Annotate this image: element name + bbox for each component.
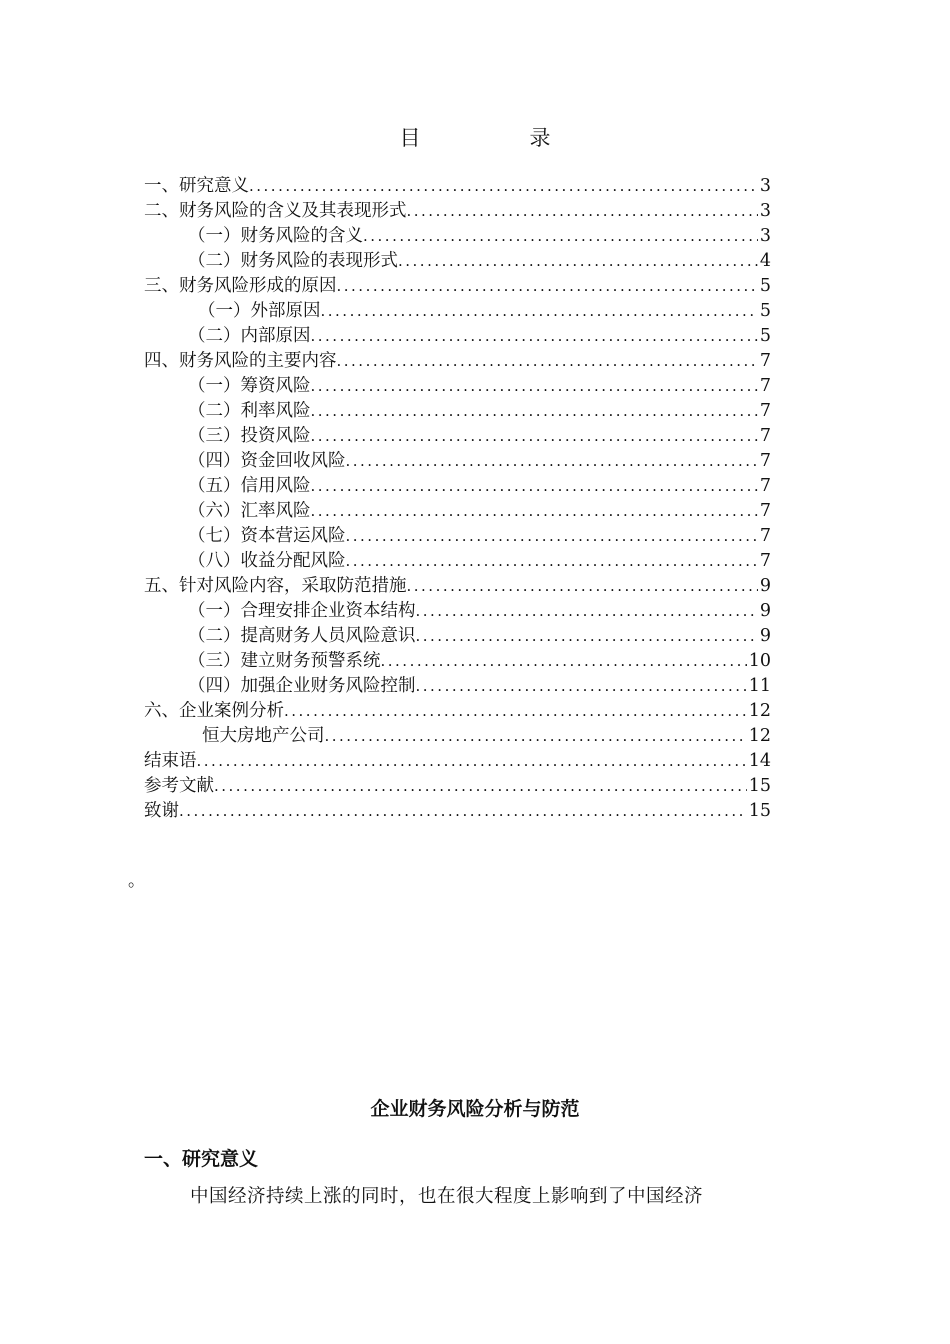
toc-entry-page: 5 (759, 276, 771, 296)
toc-entry-page: 11 (748, 676, 771, 696)
toc-leader-dots (311, 499, 758, 524)
toc-entry-label: （二）利率风险 (188, 401, 311, 421)
table-of-contents (144, 174, 771, 824)
toc-entry-label: （三）投资风险 (188, 426, 311, 446)
toc-entry[interactable] (144, 674, 771, 699)
toc-entry-page: 15 (748, 801, 771, 821)
toc-entry-label: 二、财务风险的含义及其表现形式 (144, 201, 407, 221)
toc-leader-dots (346, 549, 758, 574)
toc-leader-dots (381, 649, 747, 674)
toc-leader-dots (346, 524, 758, 549)
toc-entry-label: 结束语 (144, 751, 197, 771)
toc-entry-page: 7 (759, 551, 771, 571)
toc-entry[interactable] (144, 374, 771, 399)
toc-entry-page: 10 (748, 651, 771, 671)
stray-period-mark: 。 (128, 871, 145, 891)
toc-entry-label: （三）建立财务预警系统 (188, 651, 381, 671)
toc-leader-dots (321, 299, 758, 324)
toc-entry-page: 7 (759, 401, 771, 421)
toc-entry[interactable] (144, 774, 771, 799)
toc-entry-label: （一）财务风险的含义 (188, 226, 363, 246)
toc-leader-dots (416, 599, 758, 624)
toc-entry[interactable] (144, 274, 771, 299)
toc-entry[interactable] (144, 599, 771, 624)
toc-entry[interactable] (144, 299, 771, 324)
toc-entry[interactable] (144, 524, 771, 549)
toc-entry-page: 12 (748, 701, 771, 721)
toc-entry-page: 9 (759, 601, 771, 621)
toc-leader-dots (311, 399, 758, 424)
toc-entry-label: （一）合理安排企业资本结构 (188, 601, 416, 621)
toc-leader-dots (337, 274, 758, 299)
toc-entry-page: 7 (759, 476, 771, 496)
toc-entry-label: （五）信用风险 (188, 476, 311, 496)
toc-entry-label: （一）筹资风险 (188, 376, 311, 396)
toc-entry-label: 五、针对风险内容，采取防范措施 (144, 576, 407, 596)
toc-leader-dots (214, 774, 747, 799)
toc-leader-dots (407, 574, 758, 599)
toc-entry[interactable] (144, 649, 771, 674)
toc-entry[interactable] (144, 574, 771, 599)
toc-entry-label: 一、研究意义 (144, 176, 249, 196)
toc-entry-label: （二）提高财务人员风险意识 (188, 626, 416, 646)
toc-entry-label: 恒大房地产公司 (202, 726, 325, 746)
toc-entry[interactable] (144, 474, 771, 499)
toc-leader-dots (249, 174, 758, 199)
toc-leader-dots (325, 724, 747, 749)
toc-leader-dots (407, 199, 758, 224)
toc-leader-dots (416, 674, 747, 699)
toc-entry-page: 12 (748, 726, 771, 746)
toc-entry-page: 7 (759, 526, 771, 546)
toc-title: 目 录 (399, 126, 595, 150)
toc-entry-label: 六、企业案例分析 (144, 701, 284, 721)
toc-entry[interactable] (144, 499, 771, 524)
toc-leader-dots (197, 749, 747, 774)
toc-entry-label: （四）资金回收风险 (188, 451, 346, 471)
toc-entry-label: （一）外部原因 (198, 301, 321, 321)
toc-entry-page: 4 (759, 251, 771, 271)
toc-entry-page: 7 (759, 376, 771, 396)
toc-entry-page: 5 (759, 301, 771, 321)
toc-entry-page: 9 (759, 576, 771, 596)
toc-entry[interactable] (144, 224, 771, 249)
toc-entry-label: 致谢 (144, 801, 179, 821)
toc-entry-page: 7 (759, 451, 771, 471)
toc-entry-page: 3 (759, 226, 771, 246)
toc-entry-label: （二）内部原因 (188, 326, 311, 346)
toc-leader-dots (179, 799, 747, 824)
toc-entry[interactable] (144, 249, 771, 274)
toc-entry[interactable] (144, 399, 771, 424)
toc-entry[interactable] (144, 624, 771, 649)
toc-entry[interactable] (144, 799, 771, 824)
toc-entry-page: 9 (759, 626, 771, 646)
toc-entry-page: 3 (759, 201, 771, 221)
toc-leader-dots (311, 424, 758, 449)
toc-entry[interactable] (144, 749, 771, 774)
toc-entry[interactable] (144, 424, 771, 449)
toc-entry[interactable] (144, 349, 771, 374)
toc-leader-dots (311, 474, 758, 499)
toc-leader-dots (311, 324, 758, 349)
toc-leader-dots (363, 224, 758, 249)
toc-leader-dots (346, 449, 758, 474)
toc-entry-page: 15 (748, 776, 771, 796)
toc-entry-page: 7 (759, 501, 771, 521)
toc-entry-page: 3 (759, 176, 771, 196)
toc-leader-dots (416, 624, 758, 649)
toc-entry-label: 三、财务风险形成的原因 (144, 276, 337, 296)
toc-entry[interactable] (144, 724, 771, 749)
section-heading: 一、研究意义 (144, 1148, 259, 1170)
toc-leader-dots (311, 374, 758, 399)
toc-entry[interactable] (144, 174, 771, 199)
toc-entry[interactable] (144, 324, 771, 349)
toc-leader-dots (398, 249, 758, 274)
toc-entry-label: （四）加强企业财务风险控制 (188, 676, 416, 696)
toc-leader-dots (284, 699, 747, 724)
document-title: 企业财务风险分析与防范 (370, 1098, 580, 1120)
toc-entry-page: 7 (759, 426, 771, 446)
toc-entry-page: 5 (759, 326, 771, 346)
toc-entry-label: （八）收益分配风险 (188, 551, 346, 571)
toc-entry-label: 参考文献 (144, 776, 214, 796)
toc-entry[interactable] (144, 549, 771, 574)
toc-entry-page: 7 (759, 351, 771, 371)
toc-entry-label: （二）财务风险的表现形式 (188, 251, 398, 271)
toc-entry-page: 14 (748, 751, 771, 771)
toc-leader-dots (337, 349, 758, 374)
toc-entry-label: （六）汇率风险 (188, 501, 311, 521)
toc-entry-label: （七）资本营运风险 (188, 526, 346, 546)
body-paragraph: 中国经济持续上涨的同时，也在很大程度上影响到了中国经济 (190, 1186, 704, 1207)
toc-entry[interactable] (144, 199, 771, 224)
toc-entry-label: 四、财务风险的主要内容 (144, 351, 337, 371)
toc-entry[interactable] (144, 449, 771, 474)
toc-entry[interactable] (144, 699, 771, 724)
